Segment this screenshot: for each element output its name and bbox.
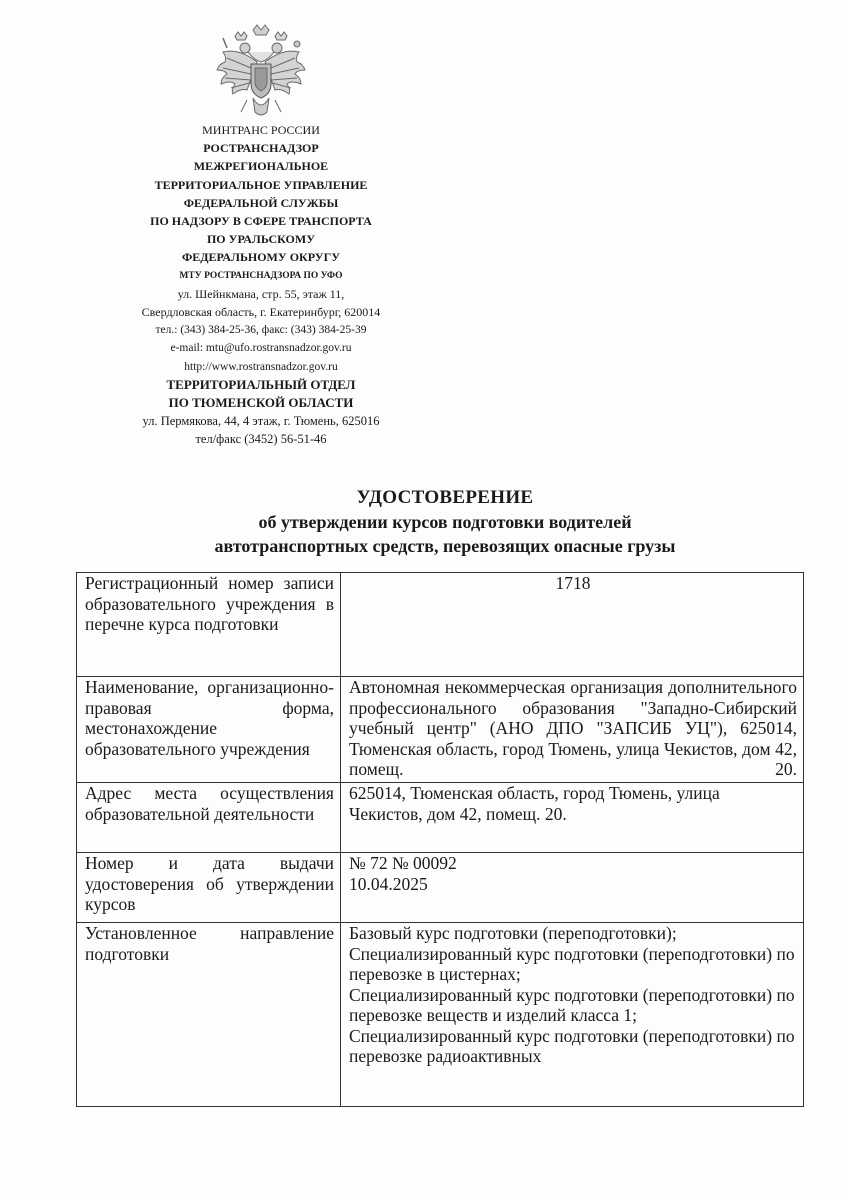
title-main: УДОСТОВЕРЕНИЕ — [356, 487, 534, 508]
title-subtitle: об утверждении курсов подготовки водителей — [258, 512, 632, 532]
course-item: Базовый курс подготовки (переподготовки); — [349, 923, 677, 943]
table-row — [77, 853, 804, 923]
certificate-number: № 72 № 00092 — [349, 853, 457, 873]
document-title — [150, 486, 740, 558]
row-label: Номер и дата выдачи удостоверения об утверждении курсов — [77, 853, 341, 923]
row-value: 1718 — [341, 573, 804, 677]
row-value: 625014, Тюменская область, город Тюмень, улица Чекистов, дом 42, помещ. 20. — [341, 783, 804, 853]
address-line: ул. Шейнкмана, стр. 55, этаж 11, — [177, 286, 345, 301]
course-item: Специализированный курс подготовки (переподготовки) по перевозке в цистернах; — [349, 943, 795, 984]
row-value: Автономная некоммерческая организация дополнительного профессионального образования "Западно-Сибирский учебный центр" (АНО ДПО "ЗАПСИБ УЦ"), 625014, Тюменская область, город Тюмень, улица Чекистов, дом 42, помещ. 20. — [341, 677, 804, 783]
title-subtitle: автотранспортных средств, перевозящих опасные грузы — [214, 536, 676, 556]
website: http://www.rostransnadzor.gov.ru — [184, 360, 338, 373]
email: e-mail: mtu@ufo.rostransnadzor.gov.ru — [170, 342, 352, 355]
phone-fax: тел.: (343) 384-25-36, факс: (343) 384-25-39 — [155, 324, 367, 337]
certificate-date: 10.04.2025 — [349, 873, 428, 894]
issuer-header — [100, 121, 422, 449]
table-row — [77, 677, 804, 783]
org-name-line: ПО НАДЗОРУ В СФЕРЕ ТРАНСПОРТА — [150, 214, 372, 229]
row-value — [341, 853, 804, 923]
department-phone: тел/факс (3452) 56-51-46 — [195, 432, 327, 447]
department-name: ТЕРРИТОРИАЛЬНЫЙ ОТДЕЛ — [166, 376, 356, 392]
row-label: Установленное направление подготовки — [77, 923, 341, 1107]
course-item: Специализированный курс подготовки (переподготовки) по перевозке радиоактивных — [349, 1025, 795, 1066]
row-label: Наименование, организационно-правовая форма, местонахождение образовательного учреждения — [77, 677, 341, 783]
org-short-name: МТУ РОСТРАНСНАДЗОРА ПО УФО — [179, 270, 343, 281]
certificate-table — [76, 572, 804, 1107]
row-value — [341, 923, 804, 1107]
department-name: ПО ТЮМЕНСКОЙ ОБЛАСТИ — [168, 395, 354, 411]
org-name-line: ФЕДЕРАЛЬНОЙ СЛУЖБЫ — [183, 195, 339, 210]
agency-name: РОСТРАНСНАДЗОР — [203, 141, 319, 156]
address-line: Свердловская область, г. Екатеринбург, 620014 — [141, 305, 381, 320]
department-address: ул. Пермякова, 44, 4 этаж, г. Тюмень, 625016 — [142, 414, 380, 429]
row-label: Регистрационный номер записи образовательного учреждения в перечне курса подготовки — [77, 573, 341, 677]
row-label: Адрес места осуществления образовательной деятельности — [77, 783, 341, 853]
coat-of-arms-emblem — [213, 22, 309, 122]
table-row — [77, 923, 804, 1107]
org-name-line: ПО УРАЛЬСКОМУ — [206, 232, 316, 247]
ministry-name: МИНТРАНС РОССИИ — [202, 123, 320, 137]
table-row — [77, 573, 804, 677]
org-name-line: ФЕДЕРАЛЬНОМУ ОКРУГУ — [181, 250, 341, 265]
table-row — [77, 783, 804, 853]
org-name-line: МЕЖРЕГИОНАЛЬНОЕ — [193, 159, 329, 174]
course-item: Специализированный курс подготовки (переподготовки) по перевозке веществ и изделий класса 1; — [349, 984, 795, 1025]
org-name-line: ТЕРРИТОРИАЛЬНОЕ УПРАВЛЕНИЕ — [154, 177, 368, 192]
